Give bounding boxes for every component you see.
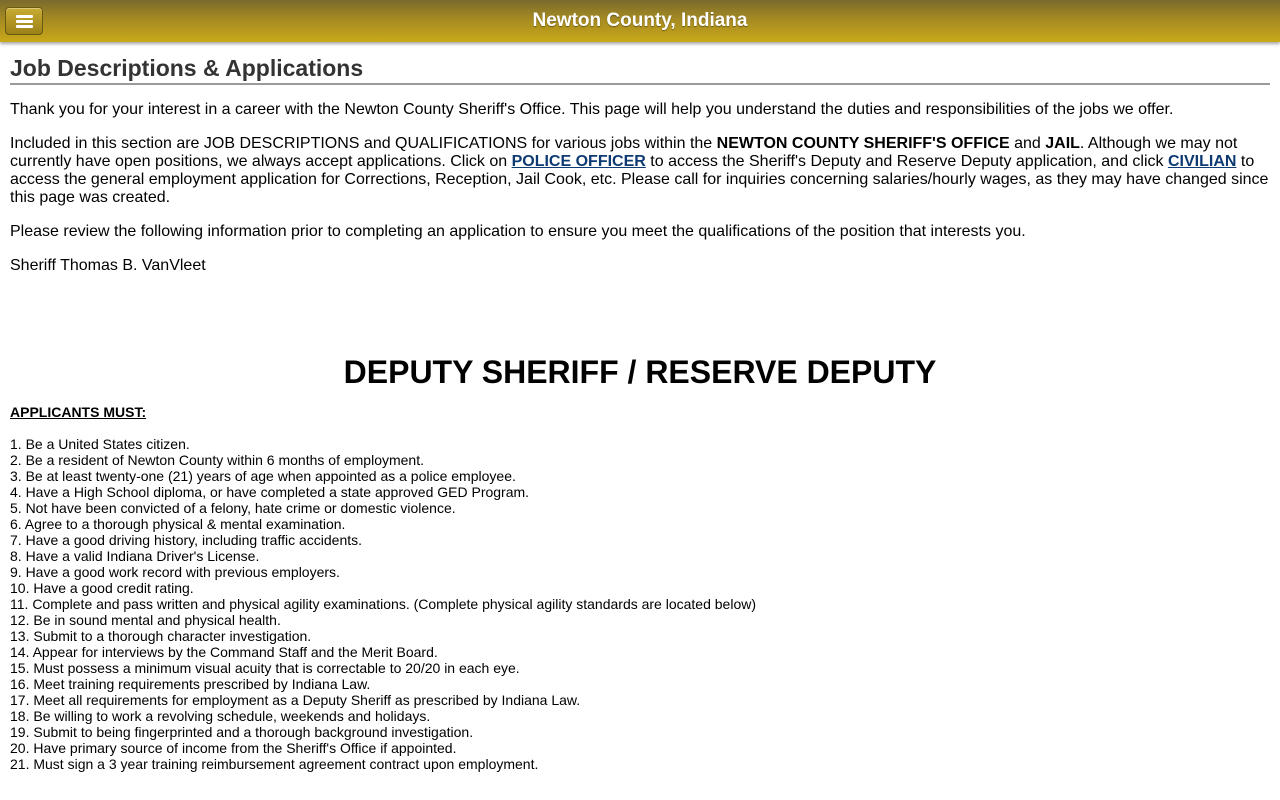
requirement-item: 21. Must sign a 3 year training reimbursement agreement contract upon employment. bbox=[10, 756, 539, 772]
requirement-item: 16. Meet training requirements prescribed by Indiana Law. bbox=[10, 676, 371, 692]
top-header-bar bbox=[0, 0, 1280, 42]
requirement-item: 6. Agree to a thorough physical & mental examination. bbox=[10, 516, 346, 532]
civilian-link[interactable]: CIVILIAN bbox=[1167, 153, 1237, 170]
requirement-item: 17. Meet all requirements for employment as a Deputy Sheriff as prescribed by Indiana Law. bbox=[10, 692, 581, 708]
sheriff-signature: Sheriff Thomas B. VanVleet bbox=[10, 257, 206, 274]
requirement-item: 8. Have a valid Indiana Driver's License. bbox=[10, 548, 260, 564]
requirement-item: 13. Submit to a thorough character investigation. bbox=[10, 628, 312, 644]
hamburger-menu-icon bbox=[16, 15, 33, 28]
applications-text-3: . Although we may not currently have open positions, we always accept applications. Click on bbox=[10, 135, 1238, 170]
requirement-item: 20. Have primary source of income from the Sheriff's Office if appointed. bbox=[10, 740, 457, 756]
requirement-item: 11. Complete and pass written and physical agility examinations. (Complete physical agility standards are located below) bbox=[10, 596, 757, 612]
applications-text-1: Included in this section are JOB DESCRIPTIONS and QUALIFICATIONS for various jobs within the bbox=[10, 135, 717, 152]
review-paragraph: Please review the following information prior to completing an application to ensure you meet the qualifications of the position that interests you. bbox=[10, 223, 1026, 240]
requirement-item: 15. Must possess a minimum visual acuity that is correctable to 20/20 in each eye. bbox=[10, 660, 520, 676]
applications-paragraph bbox=[10, 135, 1270, 207]
requirement-item: 10. Have a good credit rating. bbox=[10, 580, 194, 596]
jail-bold: JAIL bbox=[1045, 135, 1080, 152]
sheriffs-office-bold: NEWTON COUNTY SHERIFF'S OFFICE bbox=[716, 135, 1010, 152]
requirement-item: 19. Submit to being fingerprinted and a thorough background investigation. bbox=[10, 724, 474, 740]
applications-text-4: to access the Sheriff's Deputy and Reserve Deputy application, and click bbox=[645, 153, 1168, 170]
site-title: Newton County, Indiana bbox=[532, 10, 748, 31]
main-content bbox=[10, 54, 1270, 772]
police-officer-link[interactable]: POLICE OFFICER bbox=[511, 153, 646, 170]
requirement-item: 12. Be in sound mental and physical health. bbox=[10, 612, 281, 628]
requirement-item: 1. Be a United States citizen. bbox=[10, 436, 190, 452]
applications-text-5: to access the general employment application for Corrections, Reception, Jail Cook, etc. Please call for inquiries concerning salaries/hourly wages, as they may have changed since this page was created. bbox=[10, 153, 1269, 206]
requirement-item: 7. Have a good driving history, including traffic accidents. bbox=[10, 532, 363, 548]
requirement-item: 14. Appear for interviews by the Command Staff and the Merit Board. bbox=[10, 644, 438, 660]
requirement-item: 5. Not have been convicted of a felony, hate crime or domestic violence. bbox=[10, 500, 456, 516]
requirement-item: 9. Have a good work record with previous employers. bbox=[10, 564, 340, 580]
page-title: Job Descriptions & Applications bbox=[10, 54, 1270, 85]
menu-button[interactable] bbox=[5, 7, 43, 35]
requirement-item: 2. Be a resident of Newton County within 6 months of employment. bbox=[10, 452, 424, 468]
deputy-section-title: DEPUTY SHERIFF / RESERVE DEPUTY bbox=[343, 354, 937, 390]
intro-paragraph: Thank you for your interest in a career with the Newton County Sheriff's Office. This page will help you understand the duties and responsibilities of the jobs we offer. bbox=[10, 101, 1174, 118]
requirements-list bbox=[10, 436, 1270, 772]
requirement-item: 4. Have a High School diploma, or have completed a state approved GED Program. bbox=[10, 484, 530, 500]
applications-text-2: and bbox=[1009, 135, 1046, 152]
applicants-must-label: APPLICANTS MUST: bbox=[10, 404, 147, 420]
requirement-item: 3. Be at least twenty-one (21) years of age when appointed as a police employee. bbox=[10, 468, 516, 484]
requirement-item: 18. Be willing to work a revolving schedule, weekends and holidays. bbox=[10, 708, 431, 724]
